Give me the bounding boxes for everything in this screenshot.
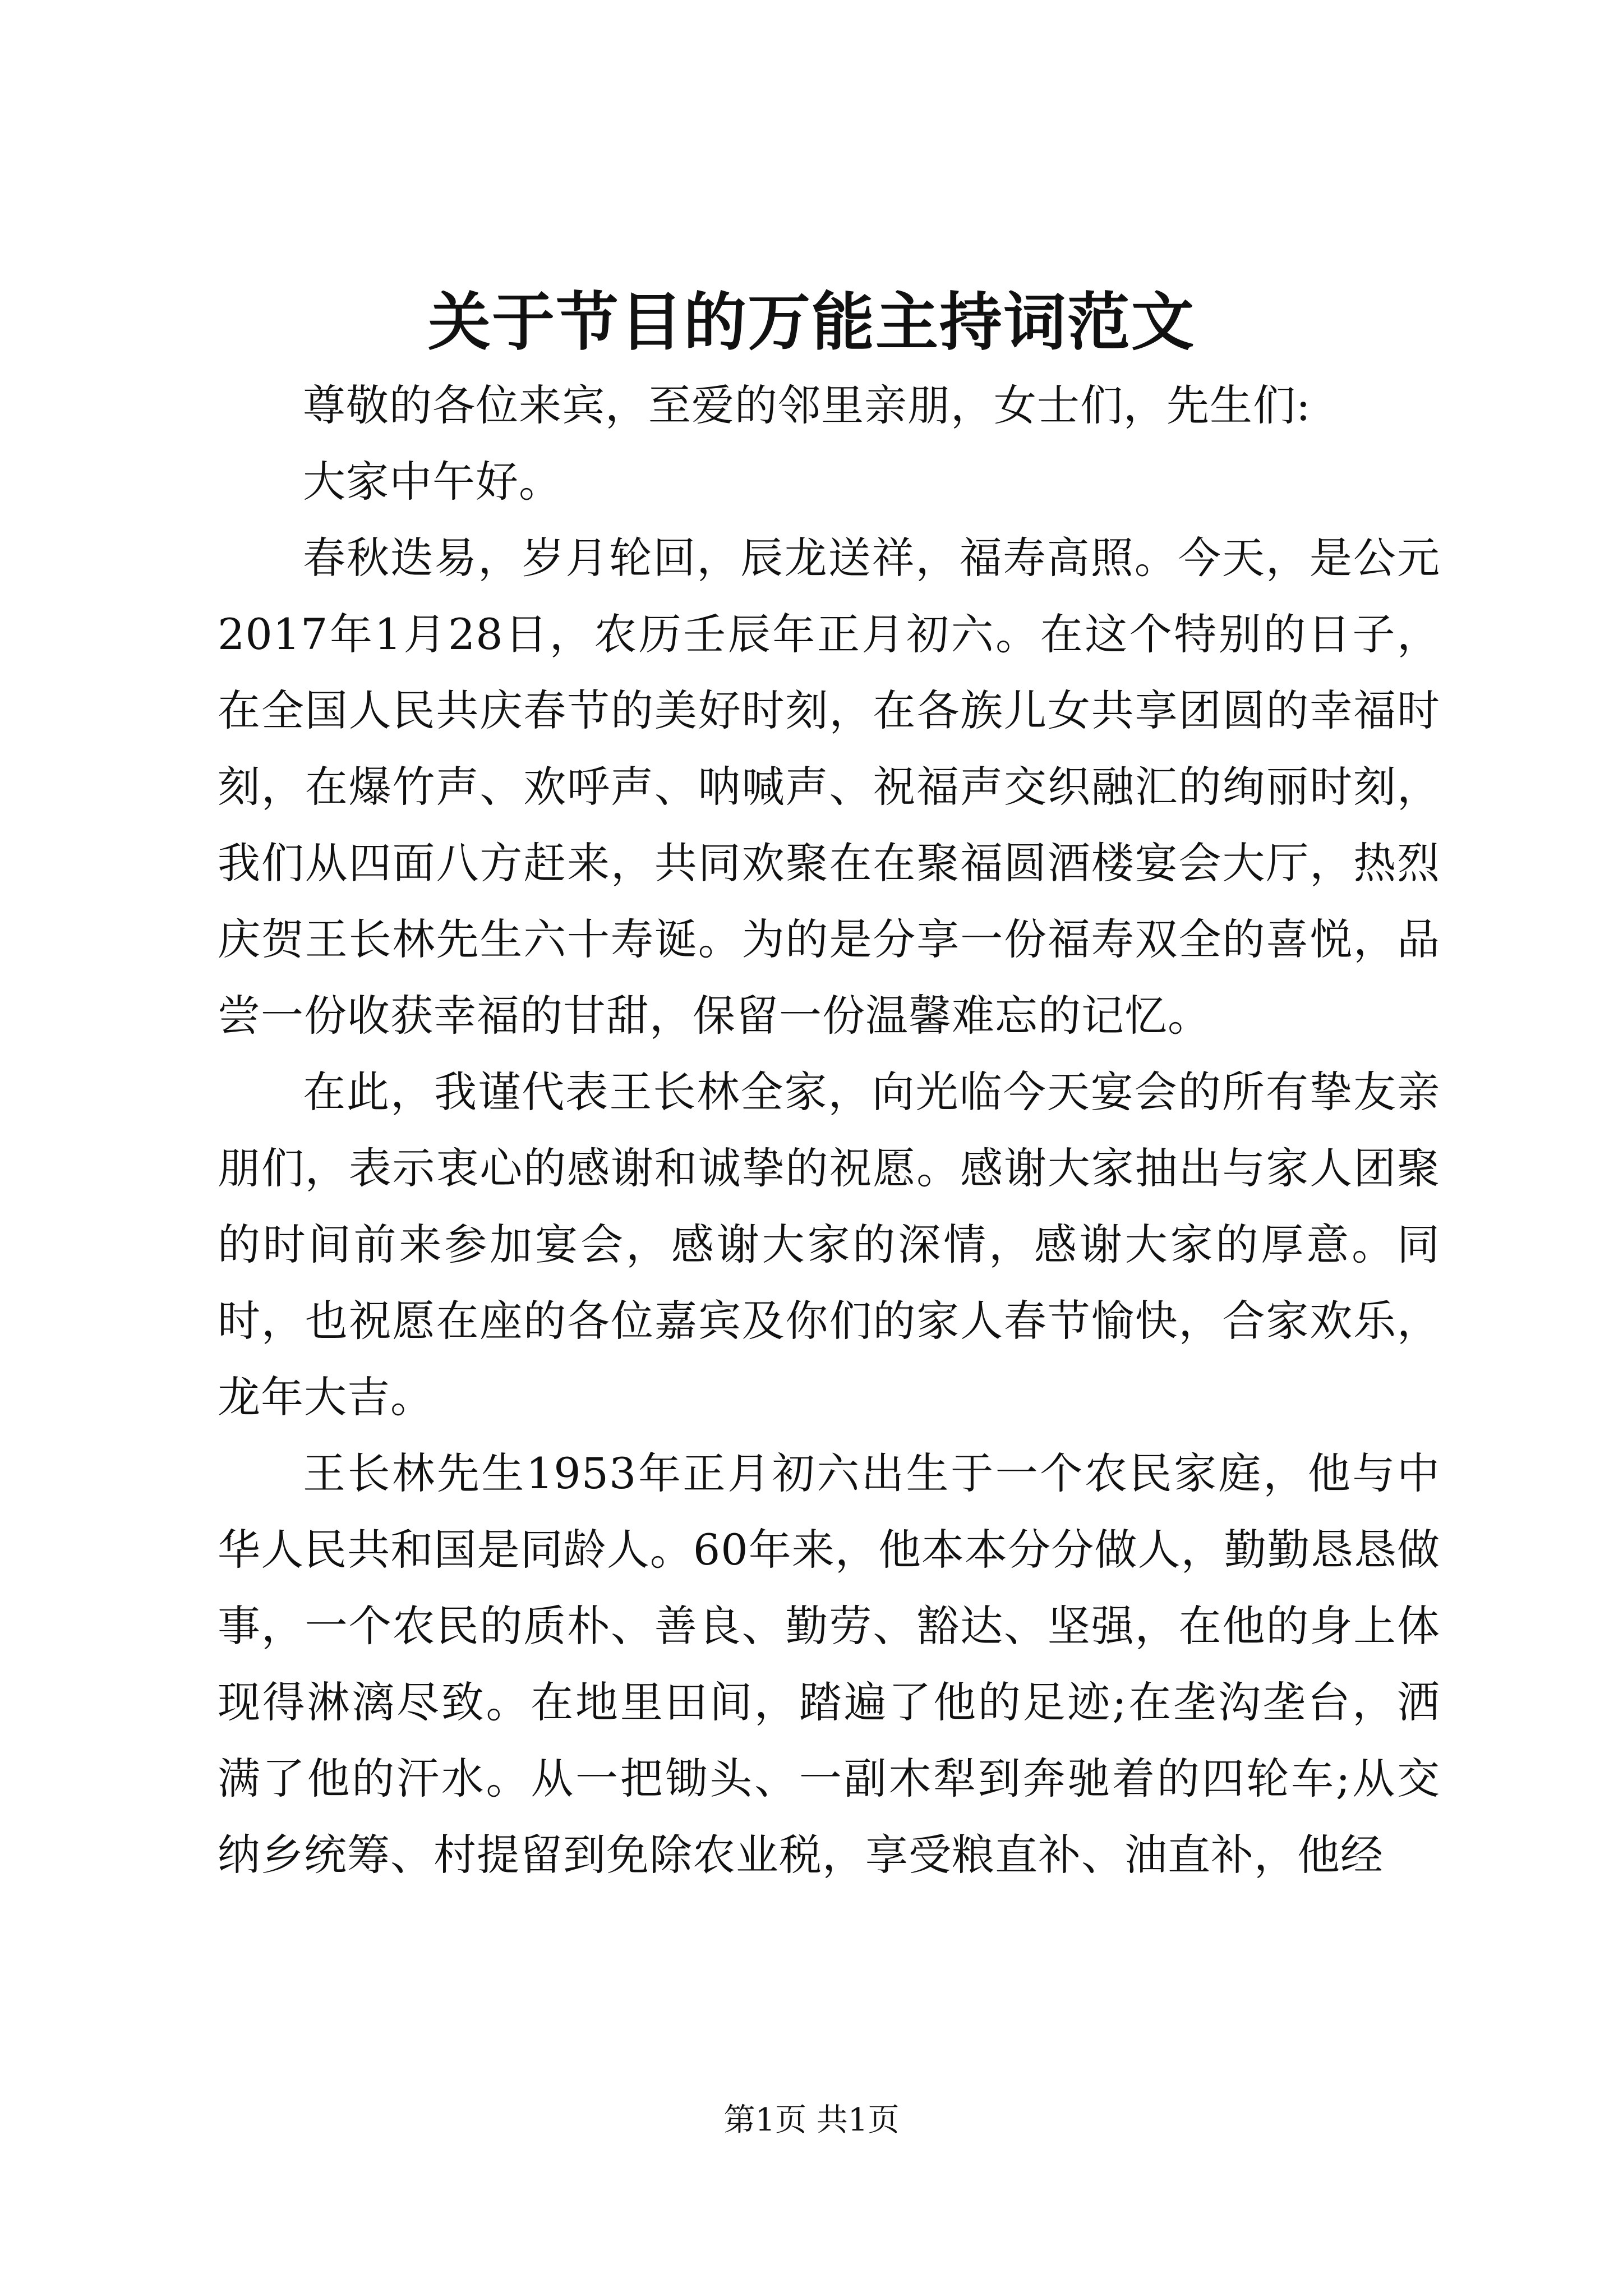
page-number-footer: 第1页 共1页 (723, 2102, 900, 2138)
paragraph-greeting: 尊敬的各位来宾，至爱的邻里亲朋，女士们，先生们: (303, 380, 1311, 430)
paragraph-biography: 王长林先生1953年正月初六出生于一个农民家庭，他与中华人民共和国是同龄人。60年来，他本本分分做人，勤勤恳恳做事，一个农民的质朴、善良、勤劳、豁达、坚强，在他的身上体现得淋漓尽致。在地里田间，踏遍了他的足迹;在垄沟垄台，洒满了他的汗水。从一把锄头、一副木犁到奔驰着的四轮车;从交纳乡统筹、村提留到免除农业税，享受粮直补、油直补，他经 (218, 1448, 1440, 1880)
paragraph-occasion: 春秋迭易，岁月轮回，辰龙送祥，福寿高照。今天，是公元2017年1月28日，农历壬辰年正月初六。在这个特别的日子，在全国人民共庆春节的美好时刻，在各族儿女共享团圆的幸福时刻，在爆竹声、欢呼声、呐喊声、祝福声交织融汇的绚丽时刻，我们从四面八方赶来，共同欢聚在在聚福圆酒楼宴会大厅，热烈庆贺王长林先生六十寿诞。为的是分享一份福寿双全的喜悦，品尝一份收获幸福的甘甜，保留一份温馨难忘的记忆。 (218, 533, 1440, 1041)
paragraph-good-noon: 大家中午好。 (303, 457, 562, 507)
document-body (218, 367, 1440, 1893)
paragraph-thanks: 在此，我谨代表王长林全家，向光临今天宴会的所有挚友亲朋们，表示衷心的感谢和诚挚的祝愿。感谢大家抽出与家人团聚的时间前来参加宴会，感谢大家的深情，感谢大家的厚意。同时，也祝愿在座的各位嘉宾及你们的家人春节愉快，合家欢乐，龙年大吉。 (218, 1067, 1440, 1422)
document-title: 关于节目的万能主持词范文 (428, 286, 1195, 359)
